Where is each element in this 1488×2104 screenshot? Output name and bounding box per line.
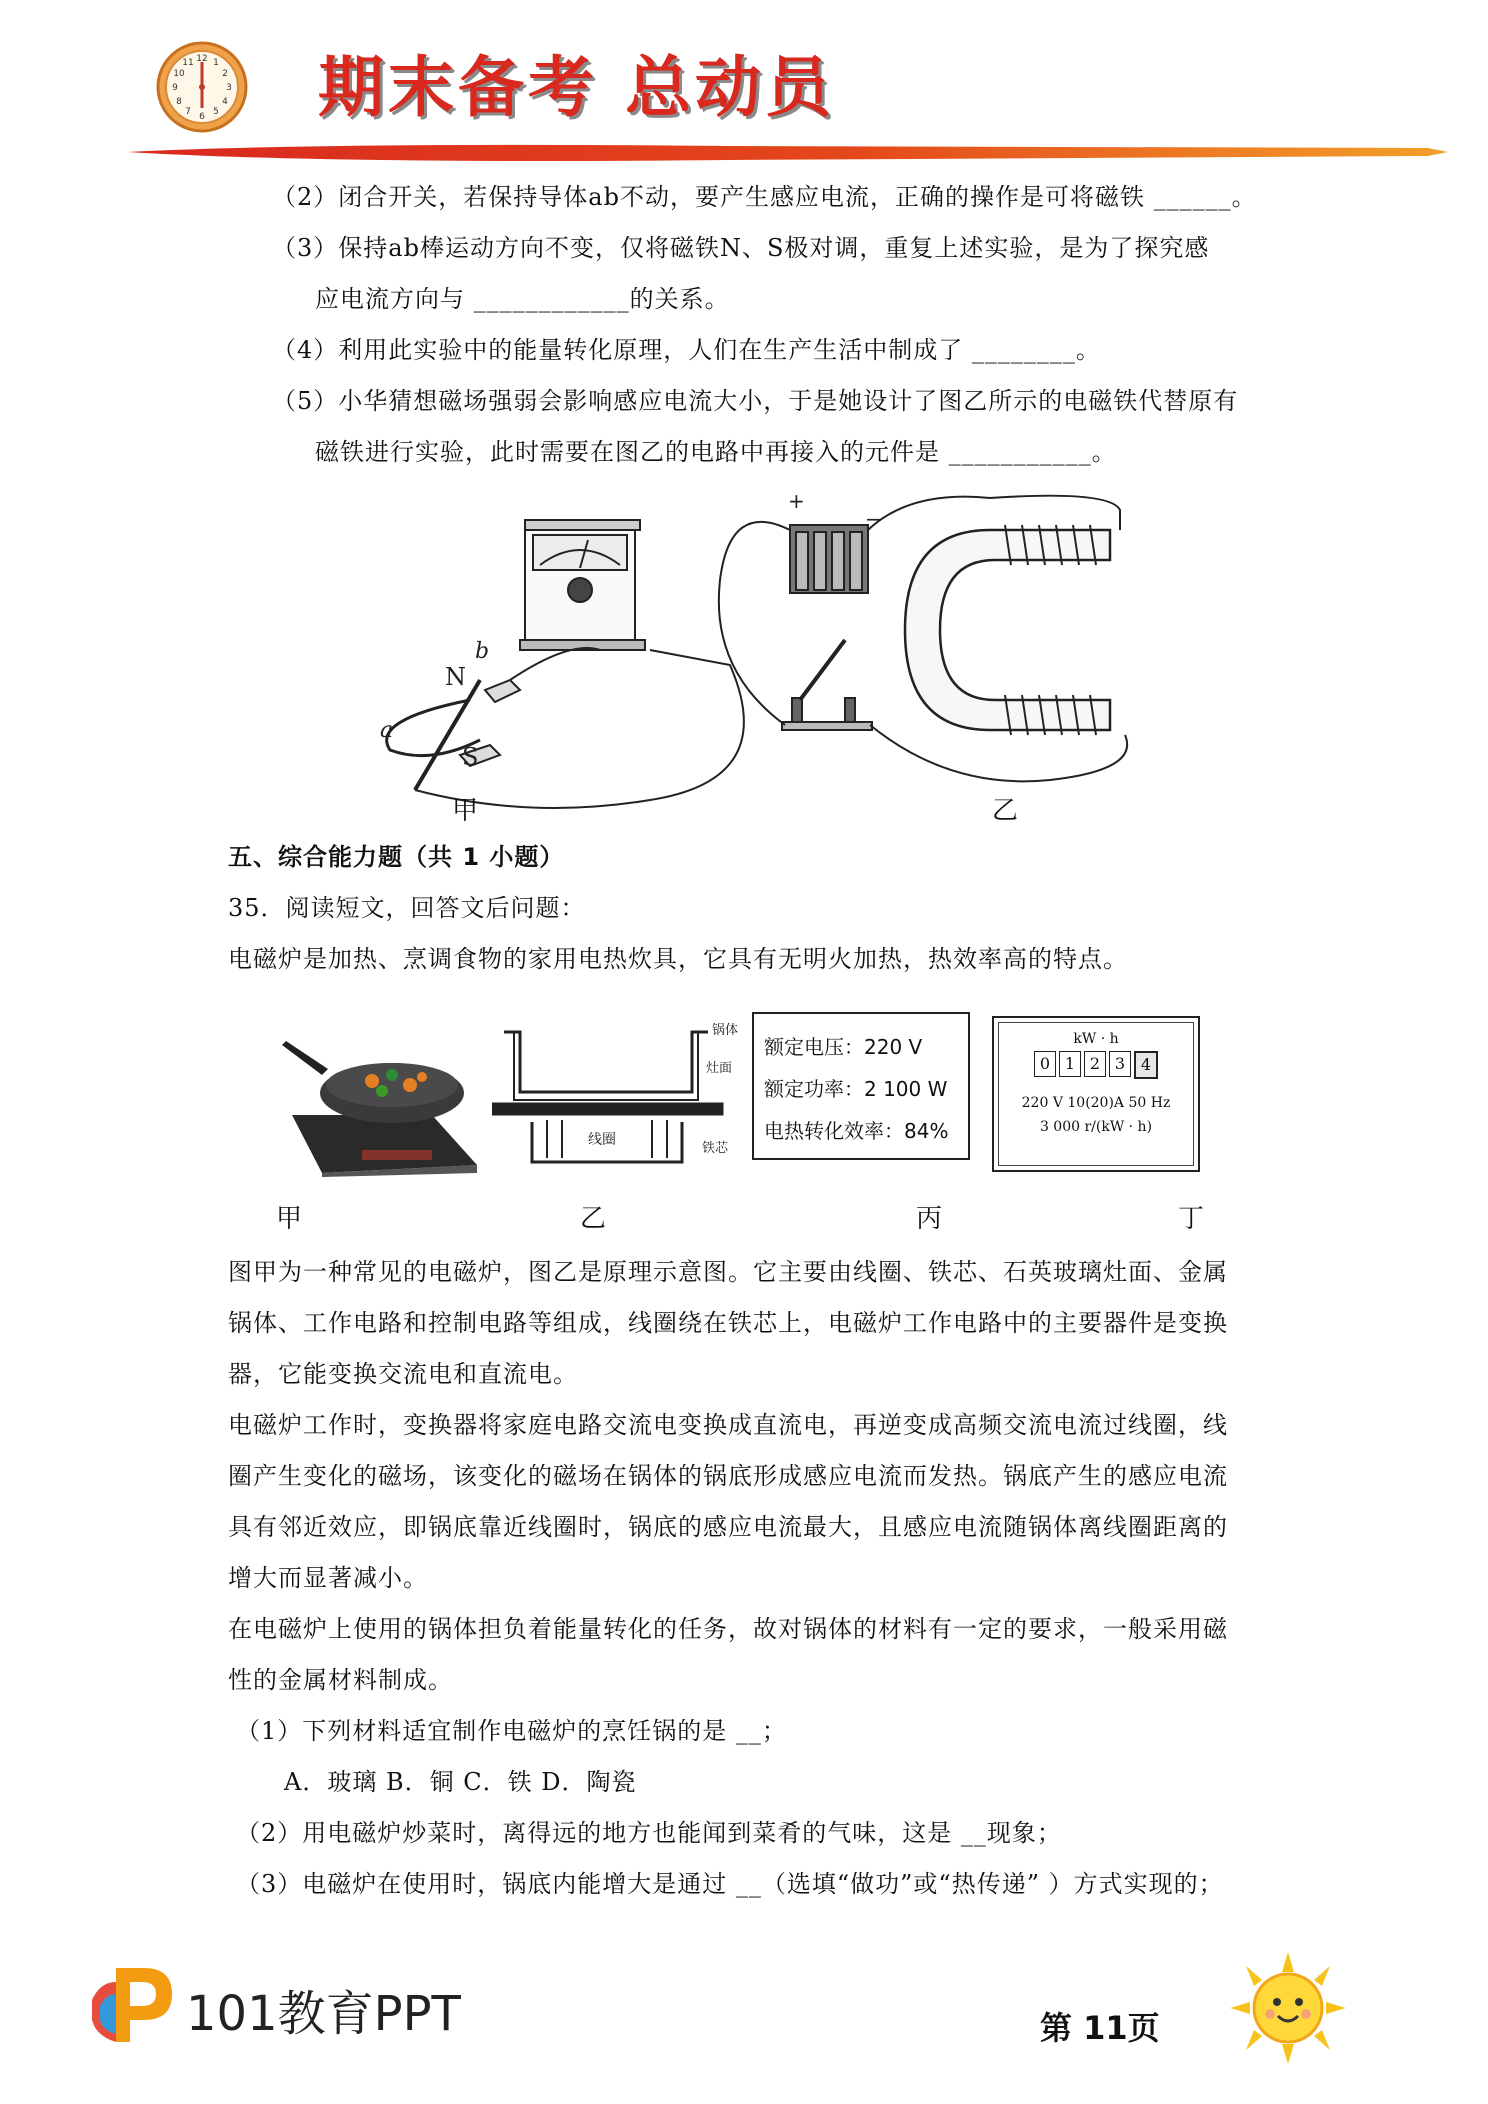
meter-digit-decimal: 4 [1134,1051,1158,1079]
question-5: （5）小华猜想磁场强弱会影响感应电流大小，于是她设计了图乙所示的电磁铁代替原有 [272,387,1239,415]
figure2-caption-bing: 丙 [916,1204,943,1234]
subquestion-1-options: A．玻璃 B．铜 C．铁 D．陶瓷 [284,1768,637,1796]
clock-num-6: 6 [199,112,205,122]
paragraph-line: 器，它能变换交流电和直流电。 [228,1360,578,1388]
figure2-caption-yi: 乙 [580,1204,607,1234]
clock-num-12: 12 [196,54,208,64]
meter-digit: 0 [1034,1051,1056,1077]
energy-meter [992,1016,1200,1172]
subquestion-1: （1）下列材料适宜制作电磁炉的烹饪锅的是 __； [236,1717,787,1745]
label-core: 铁芯 [702,1141,729,1156]
page-number: 第 11页 [1040,2009,1160,2047]
paragraph-line: 性的金属材料制成。 [228,1666,453,1694]
figure1-caption-jia: 甲 [452,796,479,826]
label-s: S [462,743,479,771]
spec-plate [752,1012,970,1160]
paragraph-line: 图甲为一种常见的电磁炉，图乙是原理示意图。它主要由线圈、铁芯、石英玻璃灶面、金属 [228,1258,1228,1286]
footer-brand: 101教育PPT [186,1986,461,2042]
switch-drawing [782,640,872,730]
figure1-caption-yi: 乙 [992,796,1019,826]
paragraph-line: 锅体、工作电路和控制电路等组成，线圈绕在铁芯上，电磁炉工作电路中的主要器件是变换 [228,1309,1228,1337]
label-plus: + [788,490,805,513]
meter-rate: 3 000 r/(kW · h) [1039,1119,1153,1135]
figure2-caption-ding: 丁 [1178,1204,1205,1234]
battery-drawing [790,525,868,593]
induction-cooker-photo [282,1005,482,1177]
meter-digit: 3 [1109,1051,1131,1077]
clock-num-4: 4 [222,97,228,107]
clock-num-3: 3 [226,83,232,93]
clock-num-11: 11 [182,58,194,68]
meter-digits [999,1051,1193,1079]
spec-power: 额定功率：2 100 W [764,1077,948,1101]
brand-logo-icon [86,1960,176,2046]
clock-num-8: 8 [176,97,182,107]
label-n: N [445,663,466,691]
subquestion-2: （2）用电磁炉炒菜时，离得远的地方也能闻到菜肴的气味，这是 __现象； [236,1819,1062,1847]
meter-digit: 2 [1084,1051,1106,1077]
label-a: a [380,718,394,743]
clock-num-7: 7 [185,107,191,117]
meter-spec: 220 V 10(20)A 50 Hz [1021,1095,1171,1111]
clock-num-5: 5 [213,107,219,117]
magnet-drawing [387,648,744,808]
spec-voltage: 额定电压：220 V [764,1035,923,1059]
clock-num-1: 1 [213,58,219,68]
paragraph-line: 电磁炉工作时，变换器将家庭电路交流电变换成直流电，再逆变成高频交流电流过线圈，线 [228,1411,1228,1439]
meter-unit: kW · h [1073,1031,1119,1047]
question-4: （4）利用此实验中的能量转化原理，人们在生产生活中制成了 ________。 [272,336,1101,364]
paragraph-line: 圈产生变化的磁场，该变化的磁场在锅体的锅底形成感应电流而发热。锅底产生的感应电流 [228,1462,1228,1490]
question-3: （3）保持ab棒运动方向不变，仅将磁铁N、S极对调，重复上述实验，是为了探究感 [272,234,1210,262]
label-b: b [475,639,490,664]
label-coil: 线圈 [588,1132,616,1148]
figure-induction-experiment [350,490,1140,820]
question-35: 35．阅读短文，回答文后问题： [228,894,586,922]
section5-heading: 五、综合能力题（共 1 小题） [228,843,565,871]
sun-icon [1228,1950,1348,2066]
clock-num-10: 10 [173,69,185,79]
paragraph-line: 在电磁炉上使用的锅体担负着能量转化的任务，故对锅体的材料有一定的要求，一般采用磁 [228,1615,1228,1643]
banner-title: 期末备考 总动员 [318,48,835,126]
clock-num-2: 2 [222,69,228,79]
subquestion-3: （3）电磁炉在使用时，锅底内能增大是通过 __（选填“做功”或“热传递” ）方式实现的； [236,1870,1224,1898]
cooker-schematic [492,1012,742,1172]
spec-efficiency: 电热转化效率：84% [764,1119,949,1143]
figure2-caption-jia: 甲 [276,1204,303,1234]
label-surface: 灶面 [706,1061,733,1076]
clock-icon [155,40,249,134]
question-3-cont: 应电流方向与 ____________的关系。 [315,285,730,313]
meter-digit: 1 [1059,1051,1081,1077]
question-2: （2）闭合开关，若保持导体ab不动，要产生感应电流，正确的操作是可将磁铁 ______。 [272,183,1257,211]
label-minus: − [865,507,882,531]
galvanometer-drawing [520,520,645,650]
paragraph-line: 具有邻近效应，即锅底靠近线圈时，锅底的感应电流最大，且感应电流随锅体离线圈距离的 [228,1513,1228,1541]
question-5-cont: 磁铁进行实验，此时需要在图乙的电路中再接入的元件是 ___________。 [315,438,1117,466]
header-stripe [128,138,1448,166]
clock-num-9: 9 [172,83,178,93]
paragraph-line: 增大而显著减小。 [228,1564,428,1592]
electromagnet-drawing [905,525,1110,735]
label-pot: 锅体 [712,1023,739,1038]
section5-intro: 电磁炉是加热、烹调食物的家用电热炊具，它具有无明火加热，热效率高的特点。 [228,945,1128,973]
